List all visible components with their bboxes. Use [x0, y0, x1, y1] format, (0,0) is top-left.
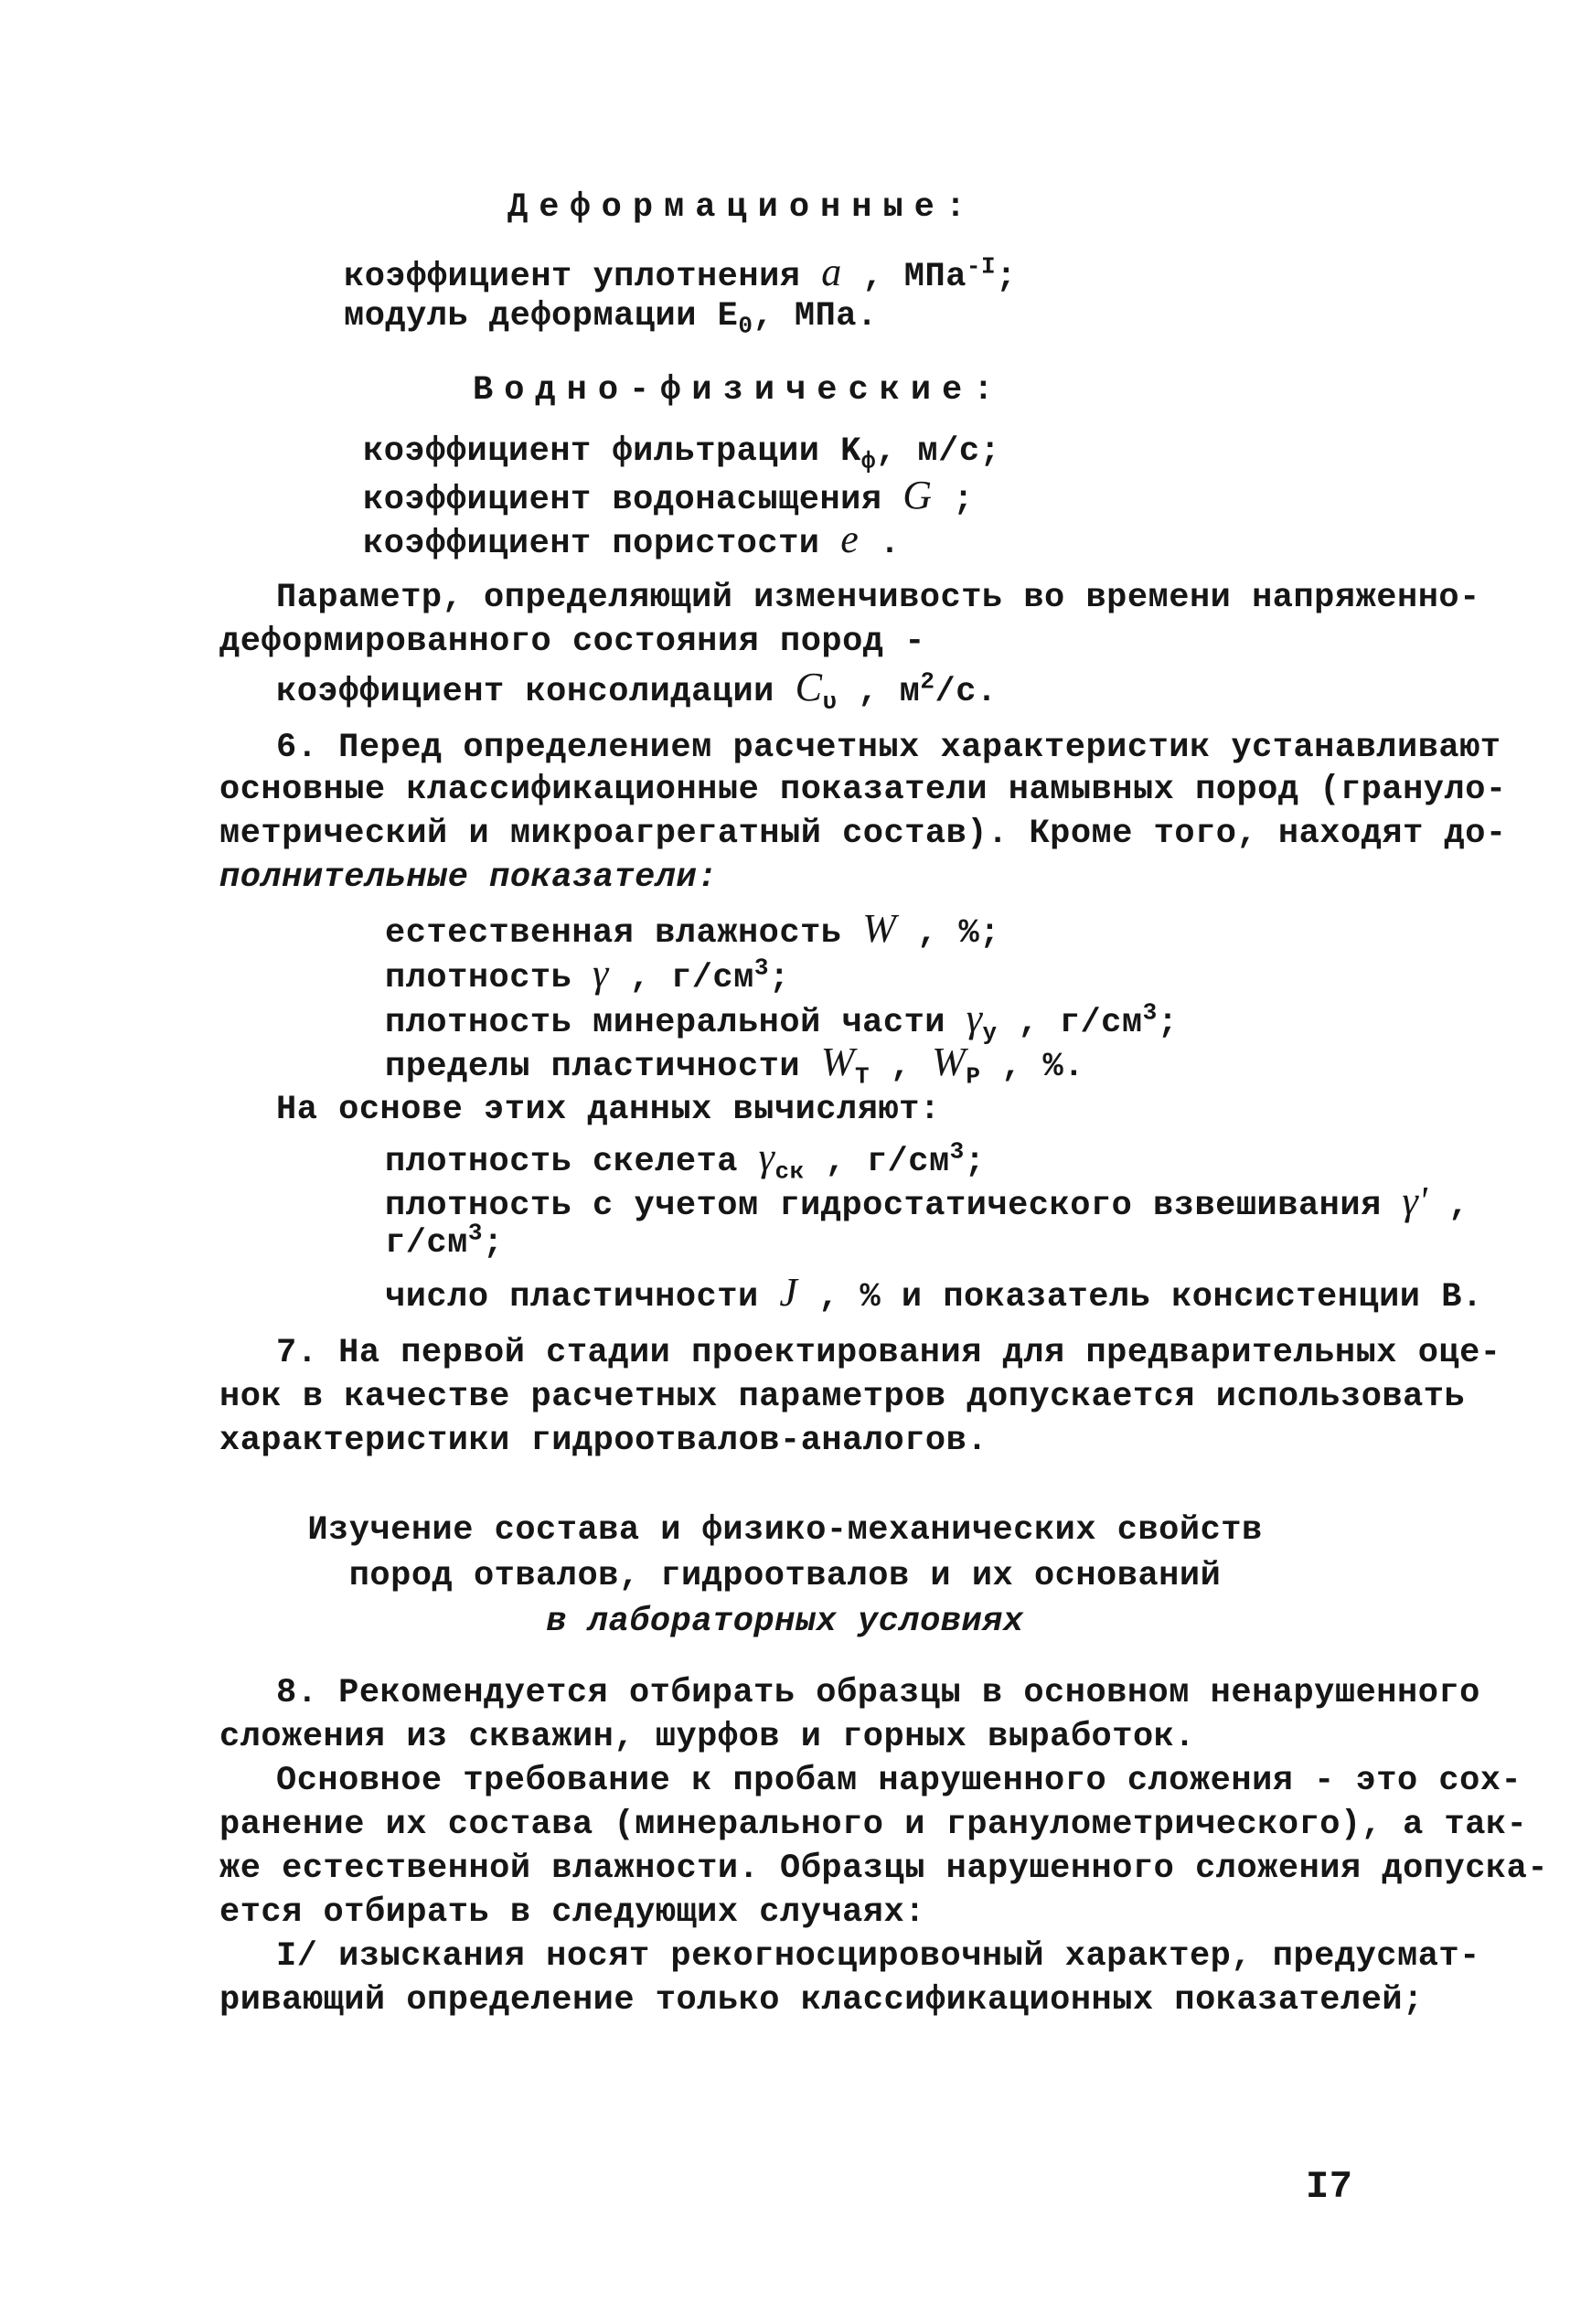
- case-1-line-2: ривающий определение только классификационных показателей;: [219, 1981, 1424, 2020]
- filtration-coefficient-line: коэффициент фильтрации $K_ф$, м/с;: [363, 432, 1001, 475]
- section-heading-line-1: Изучение состава и физико-механических свойств: [307, 1511, 1263, 1550]
- p6-line-4: полнительные показатели:: [219, 858, 718, 897]
- consolidation-coefficient-line: коэффициент консолидации $C_\upsilon$ , $м^2/с$.: [276, 665, 998, 716]
- calculation-intro-line: На основе этих данных вычисляют:: [276, 1091, 941, 1129]
- p7-line-3: характеристики гидроотвалов-аналогов.: [219, 1422, 988, 1460]
- p6-line-2: основные классификационные показатели намывных пород (грануло-: [219, 771, 1507, 809]
- plasticity-limits-line: пределы пластичности $W_T$ , $W_P$ , %.: [385, 1039, 1084, 1091]
- case-1-line-1: I/ изыскания носят рекогносцировочный характер, предусмат-: [276, 1937, 1480, 1976]
- p8-line-2: сложения из скважин, шурфов и горных выработок.: [219, 1718, 1196, 1756]
- parameter-line-1: Параметр, определяющий изменчивость во времени напряженно-: [276, 579, 1480, 617]
- density-line: плотность γ , $г/см^3$;: [385, 951, 790, 997]
- plasticity-index-line: число пластичности J , % и показатель консистенции B.: [385, 1270, 1483, 1317]
- requirement-line-1: Основное требование к пробам нарушенного сложения - это сох-: [276, 1762, 1522, 1800]
- p6-line-1: 6. Перед определением расчетных характеристик устанавливают: [276, 729, 1501, 767]
- saturation-coefficient-line: коэффициент водонасыщения G ;: [363, 473, 974, 519]
- requirement-line-2: ранение их состава (минерального и гранулометрического), а так-: [219, 1806, 1528, 1844]
- hydrostatic-density-line: плотность с учетом гидростатического взвешивания γ' ,: [385, 1178, 1469, 1225]
- p7-line-1: 7. На первой стадии проектирования для предварительных оце-: [276, 1334, 1501, 1372]
- requirement-line-4: ется отбирать в следующих случаях:: [219, 1893, 925, 1932]
- skeleton-density-line: плотность скелета $\gamma_{ск}$ , $г/см^3$;: [385, 1135, 986, 1186]
- requirement-line-3: же естественной влажности. Образцы нарушенного сложения допуска-: [219, 1850, 1549, 1888]
- hydrostatic-density-unit-line: $г/см^3$;: [385, 1219, 504, 1263]
- section-heading-line-2: пород отвалов, гидроотвалов и их оснований: [348, 1557, 1222, 1595]
- p7-line-2: нок в качестве расчетных параметров допускается использовать: [219, 1378, 1466, 1416]
- deformation-modulus-line: модуль деформации $E_0$, МПа.: [344, 297, 878, 340]
- moisture-line: естественная влажность W , %;: [385, 906, 1000, 953]
- p6-line-3: метрический и микроагрегатный состав). Кроме того, находят до-: [219, 815, 1507, 853]
- parameter-line-2: деформированного состояния пород -: [219, 623, 925, 661]
- p8-line-1: 8. Рекомендуется отбирать образцы в основном ненарушенного: [276, 1674, 1480, 1712]
- section-heading-line-3: в лабораторных условиях: [546, 1603, 1024, 1641]
- mineral-density-line: плотность минеральной части $\gamma_y$ , $г/см^3$;: [385, 996, 1179, 1047]
- deformation-heading: Деформационные:: [507, 188, 977, 227]
- porosity-coefficient-line: коэффициент пористости e .: [363, 517, 901, 563]
- water-physical-heading: Водно-физические:: [473, 371, 1005, 410]
- page-number: I7: [1306, 2165, 1353, 2209]
- compaction-coefficient-line: коэффициент уплотнения a , МПа$^{-I}$;: [344, 250, 1017, 296]
